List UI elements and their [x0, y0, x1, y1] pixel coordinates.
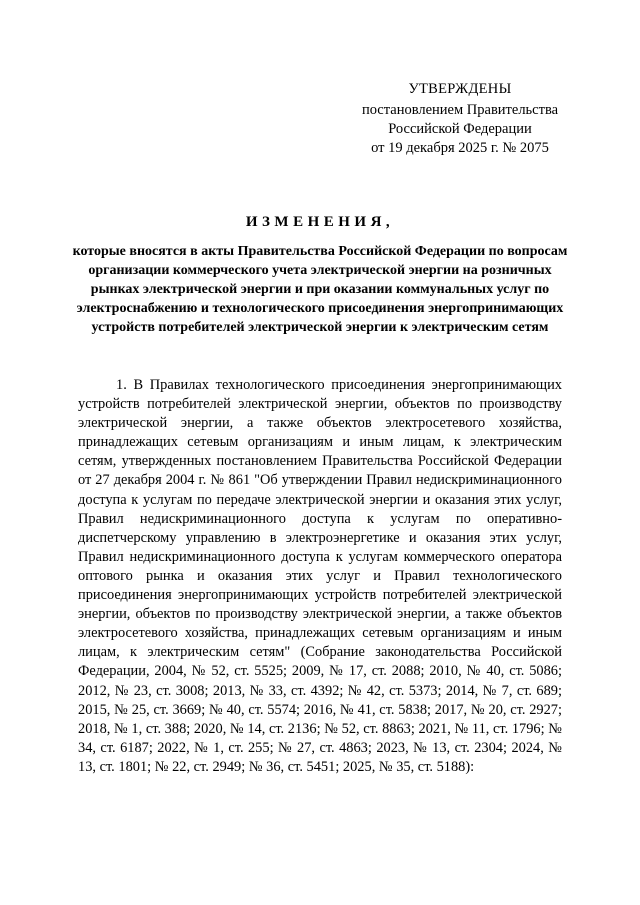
document-subtitle: которые вносятся в акты Правительства Российской Федерации по вопросам организации коммерческого учета электрической энергии на розничных рынках электрической энергии и при оказании коммунальных услуг по электроснабжению и технологического присоединения энергопринимающих устройств потребителей электрической энергии к электрическим сетям — [72, 244, 568, 335]
document-title: ИЗМЕНЕНИЯ, — [245, 214, 395, 230]
approval-authority-line: Российской Федерации — [388, 121, 532, 137]
document-heading — [70, 212, 570, 337]
approval-block — [330, 80, 590, 158]
approval-date-number-line: от 19 декабря 2025 г. № 2075 — [371, 140, 549, 156]
approval-status: УТВЕРЖДЕНЫ — [408, 81, 512, 97]
approval-decree-line: постановлением Правительства — [361, 102, 559, 118]
paragraph-1: 1. В Правилах технологического присоединения энергопринимающих устройств потребителей электрической энергии, объектов по производству электрической энергии, а также объектов электросетевого хозяйства, принадлежащих сетевым организациям и иным лицам, к электрическим сетям, утвержденных постановлением Правительства Российской Федерации от 27 декабря 2004 г. № 861 "Об утверждении Правил недискриминационного доступа к услугам по передаче электрической энергии и оказания этих услуг, Правил недискриминационного доступа к услугам по оперативно-диспетчерскому управлению в электроэнергетике и оказания этих услуг, Правил недискриминационного доступа к услугам коммерческого оператора оптового рынка и оказания этих услуг и Правил технологического присоединения энергопринимающих устройств потребителей электрической энергии, объектов по производству электрической энергии, а также объектов электросетевого хозяйства, принадлежащих сетевым организациям и иным лицам, к электрическим сетям" (Собрание законодательства Российской Федерации, 2004, № 52, ст. 5525; 2009, № 17, ст. 2088; 2010, № 40, ст. 5086; 2012, № 23, ст. 3008; 2013, № 33, ст. 4392; № 42, ст. 5373; 2014, № 7, ст. 689; 2015, № 25, ст. 3669; № 40, ст. 5574; 2016, № 41, ст. 5838; 2017, № 20, ст. 2927; 2018, № 1, ст. 388; 2020, № 14, ст. 2136; № 52, ст. 8863; 2021, № 11, ст. 1796; № 34, ст. 6187; 2022, № 1, ст. 255; № 27, ст. 4863; 2023, № 13, ст. 2304; 2024, № 13, ст. 1801; № 22, ст. 2949; № 36, ст. 5451; 2025, № 35, ст. 5188): — [78, 377, 562, 775]
